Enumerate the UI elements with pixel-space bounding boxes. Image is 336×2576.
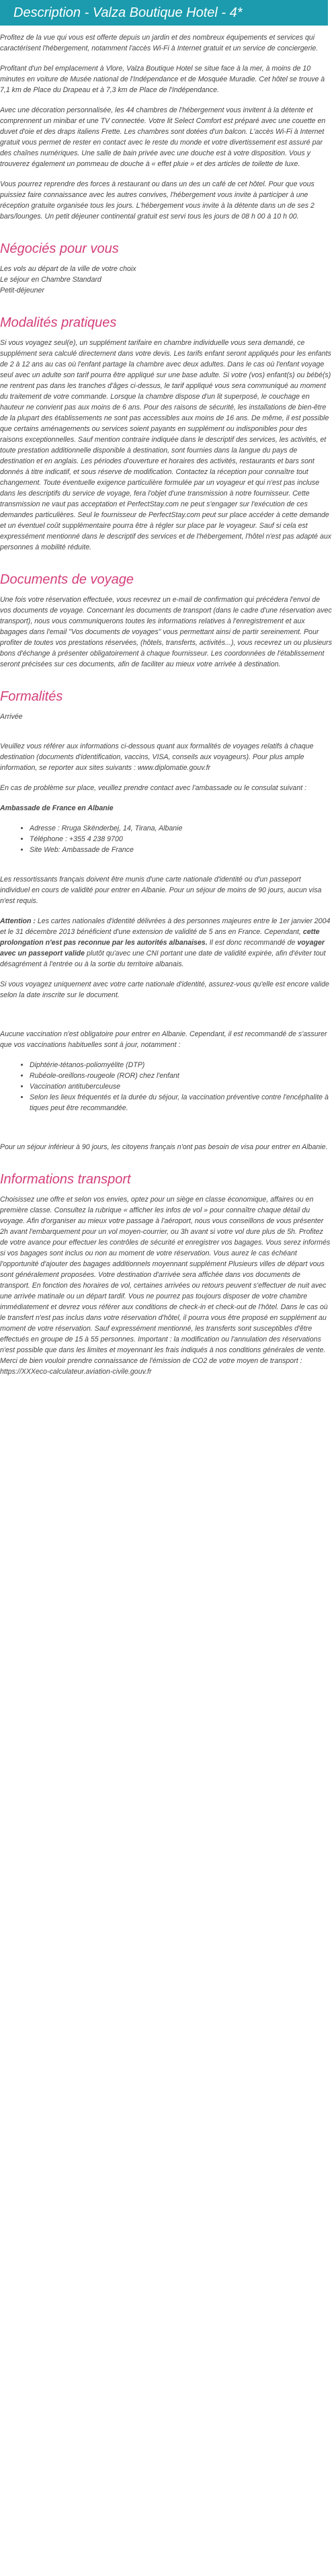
embassy-list	[0, 823, 332, 855]
intro-paragraph: Profitant d'un bel emplacement à Vlore, Valza Boutique Hotel se situe face à la mer, à moins de 10 minutes en voiture de Musée national de l'Indépendance et de Mosquée Muradie. Cet hôtel se trouve à 7,1 km de Place du Drapeau et à 7,3 km de Place de l'Indépendance.	[0, 65, 325, 94]
formalites-paragraph: Si vous voyagez uniquement avec votre carte nationale d'identité, assurez-vous qu'elle est encore valide selon la date inscrite sur le document.	[0, 980, 329, 999]
list-item: • Vaccination antituberculeuse	[30, 1081, 332, 1092]
list-item: • Rubéole-oreillons-rougeole (ROR) chez l'enfant	[30, 1070, 332, 1081]
vaccination-list	[0, 1060, 332, 1114]
negocies-list	[0, 264, 332, 296]
list-item: Le séjour en Chambre Standard	[0, 276, 101, 284]
section-heading-formalites: Formalités	[0, 689, 63, 704]
formalites-paragraph: Les ressortissants français doivent être munis d'une carte nationale d'identité ou d'un passeport individuel en cours de validité pour entrer en Albanie. Pour un séjour de moins de 90 jours, aucun visa n'est requis.	[0, 875, 322, 905]
intro-section	[0, 32, 332, 222]
banner-title: Description - Valza Boutique Hotel - 4*	[13, 5, 243, 20]
formalites-paragraph: Aucune vaccination n'est obligatoire pour entrer en Albanie. Cependant, il est recommandé de s'assurer que vos vaccinations habituelles sont à jour, notamment :	[0, 1030, 327, 1049]
attention-emphasis: cette prolongation n'est pas reconnue par les autorités albanaises.	[0, 928, 320, 947]
section-banner	[0, 0, 328, 26]
attention-paragraph	[0, 916, 332, 970]
modalites-text: Si vous voyagez seul(e), un supplément tarifaire en chambre individuelle vous sera demandé, ce supplément sera calculé directement dans votre devis. Les tarifs enfant seront appliqués pour les enfants de 2 à 12 ans au cas où l'enfant partage la chambre avec deux adultes. Dans le cas où l'enfant voyage seul avec un adulte son tarif pourra être appliqué sur une base adulte. Si votre (vos) enfant(s) ou bébé(s) ne rentrent pas dans les tranches d'âges ci-dessus, le tarif appliqué vous sera communiqué au moment du traitement de votre commande. Lorsque la chambre dispose d'un lit superposé, le couchage en hauteur ne convient pas aux moins de 6 ans. Pour des raisons de sécurité, les installations de bien-être de la plupart des établissements ne sont pas accessibles aux moins de 16 ans. De même, il est possible que certains aménagements ou services soient payants en supplément ou indisponibles pour des raisons exceptionnelles. Sauf mention contraire indiquée dans le descriptif des services, les activités, et toute prestation additionnelle disponible à destination, sont fournies dans la langue du pays de destination et en anglais. Les périodes d'ouverture et horaires des activités, restaurants et bars sont donnés à titre indicatif, et sous réserve de modification. Contactez la réception pour connaître tout changement. Toute éventuelle exigence particulière formulée par un voyageur et qui n'est pas incluse dans les descriptifs du service de voyage, fera l'objet d'une transmission à notre fournisseur. Cette transmission ne vaut pas acceptation et PerfectStay.com ne peut s'engager sur l'exécution de ces demandes particulières. Seul le fournisseur de PerfectStay.com peut sur place accéder à cette demande et un éventuel coût supplémentaire pourra être à régler sur place par le voyageur. Sauf si cela est expressément mentionné dans le descriptif des services et de l'hébergement, l'hôtel n'est pas adapté aux personnes à mobilité réduite.	[0, 339, 332, 551]
intro-paragraph: Avec une décoration personnalisée, les 44 chambres de l'hébergement vous invitent à la détente et comprennent un minibar et une TV connectée. Votre lit Select Comfort est préparé avec une couette en duvet d'oie et des draps italiens Frette. Les chambres sont dotées d'un balcon. L'accès Wi-Fi à Internet gratuit vous permet de rester en contact avec le reste du monde et votre divertissement est assuré par des chaînes numériques. Une salle de bain privée avec une douche est à votre disposition. Vous y trouverez également un pommeau de douche à « effet pluie » et des articles de toilette de luxe.	[0, 106, 326, 168]
list-item: Petit-déjeuner	[0, 286, 44, 295]
section-heading-negocies: Négociés pour vous	[0, 241, 119, 256]
documents-text: Une fois votre réservation effectuée, vous recevrez un e-mail de confirmation qui précédera l'envoi de vos documents de voyage. Concernant les documents de transport (dans le cadre d'une réservation avec transport), nous vous communiquerons toutes les informations relatives à l'enregistrement et aux bagages dans l'email "Vos documents de voyages" vous permettant ainsi de partir sereinement. Pour profiter de toutes vos prestations réservées, (hôtels, transferts, activités...), vous recevrez un ou plusieurs bons d'échange à présenter obligatoirement à chaque fournisseur. Les coordonnées de l'établissement seront précisées sur ces documents, afin de faciliter au mieux votre arrivée à destination.	[0, 596, 333, 668]
attention-text: Il est donc recommandé de	[207, 939, 298, 947]
embassy-title: Ambassade de France en Albanie	[0, 804, 114, 812]
attention-text: plutôt qu'avec une CNI portant une date de validité expirée, afin d'éviter tout désagrément à l'entrée ou à la sortie du territoire albanais.	[0, 949, 326, 968]
formalites-paragraph: En cas de problème sur place, veuillez prendre contact avec l'ambassade ou le consulat suivant :	[0, 784, 307, 792]
formalites-paragraph: Pour un séjour inférieur à 90 jours, les citoyens français n'ont pas besoin de visa pour entrer en Albanie.	[0, 1143, 328, 1151]
section-heading-transport: Informations transport	[0, 1172, 131, 1187]
intro-paragraph: Profitez de la vue qui vous est offerte depuis un jardin et des nombreux équipements et services qui caractérisent l'hébergement, notamment l'accès Wi-Fi à Internet gratuit et un service de conciergerie.	[0, 34, 319, 52]
attention-emphasis: voyager avec un passeport valide	[0, 939, 325, 958]
list-item: Les vols au départ de la ville de votre choix	[0, 265, 136, 273]
list-item: • Téléphone : +355 4 238 9700	[30, 834, 332, 845]
list-item: • Adresse : Rruga Skënderbej, 14, Tirana, Albanie	[30, 823, 332, 834]
attention-text: Les cartes nationales d'identité délivrées à des personnes majeures entre le 1er janvier 2004 et le 31 décembre 2013 bénéficient d'une extension de validité de 5 ans en France. Cependant,	[0, 917, 331, 936]
attention-label: Attention :	[0, 917, 38, 925]
intro-paragraph: Vous pourrez reprendre des forces à restaurant ou dans un des un café de cet hôtel. Pour que vous puissiez faire connaissance avec les autres convives, l'hébergement vous invite à participer à une réception gratuite organisée tous les jours. L'hébergement vous invite à la détente dans un de ses 2 bars/lounges. Un petit déjeuner continental gratuit est servi tous les jours de 08 h 00 à 10 h 00.	[0, 180, 314, 221]
transport-text: Choisissez une offre et selon vos envies, optez pour un siège en classe économique, affaires ou en première classe. Consultez la rubrique « afficher les infos de vol » pour connaître chaque détail du voyage. Afin d'organiser au mieux votre passage à l'aéroport, nous vous conseillons de vous présenter 2h avant l'embarquement pour un vol moyen-courrier, ou 3h avant si votre vol dure plus de 5h. Profitez de votre avance pour effectuer les contrôles de sécurité et enregistrer vos bagages. Vous serez informés si vos bagages sont inclus ou non au moment de votre réservation. Vous aurez le cas échéant l'opportunité d'ajouter des bagages additionnels moyennant supplément Plusieurs villes de départ vous sont généralement proposées. Votre destination d'arrivée sera affichée dans vos documents de transport. En fonction des horaires de vol, certaines arrivées ou retours peuvent s'effectuer de nuit avec une arrivée matinale ou un départ tardif. Vous ne pourrez pas toujours disposer de votre chambre immédiatement et devrez vous référer aux conditions de check-in et check-out de l'hôtel. Dans le cas où le transfert n'est pas inclus dans votre réservation d'hôtel, il pourra vous être proposé en supplément au moment de votre réservation. Sauf expressément mentionné, les transferts sont susceptibles d'être effectués en groupe de 15 à 55 personnes. Important : la modification ou l'annulation des réservations n'est possible que dans les limites et moyennant les frais indiqués à nos conditions générales de vente. Merci de bien vouloir prendre connaissance de l'émission de CO2 de votre moyen de transport : https://XXXeco-calculateur.aviation-civile.gouv.fr	[0, 1196, 331, 1376]
formalites-arrival: Arrivée	[0, 713, 23, 721]
list-item: • Diphtérie-tétanos-poliomyélite (DTP)	[30, 1060, 332, 1070]
formalites-paragraph: Veuillez vous référer aux informations ci-dessous quant aux formalités de voyages relatifs à chaque destination (documents d'identification, vaccins, VISA, conseils aux voyageurs). Pour plus ample information, se reporter aux sites suivants : www.diplomatie.gouv.fr	[0, 742, 314, 772]
section-heading-documents: Documents de voyage	[0, 572, 134, 587]
list-item: • Site Web: Ambassade de France	[30, 845, 332, 855]
section-heading-modalites: Modalités pratiques	[0, 315, 117, 330]
list-item: • Selon les lieux fréquentés et la durée du séjour, la vaccination préventive contre l'encéphalite à tiques peut être recommandée.	[30, 1092, 332, 1114]
